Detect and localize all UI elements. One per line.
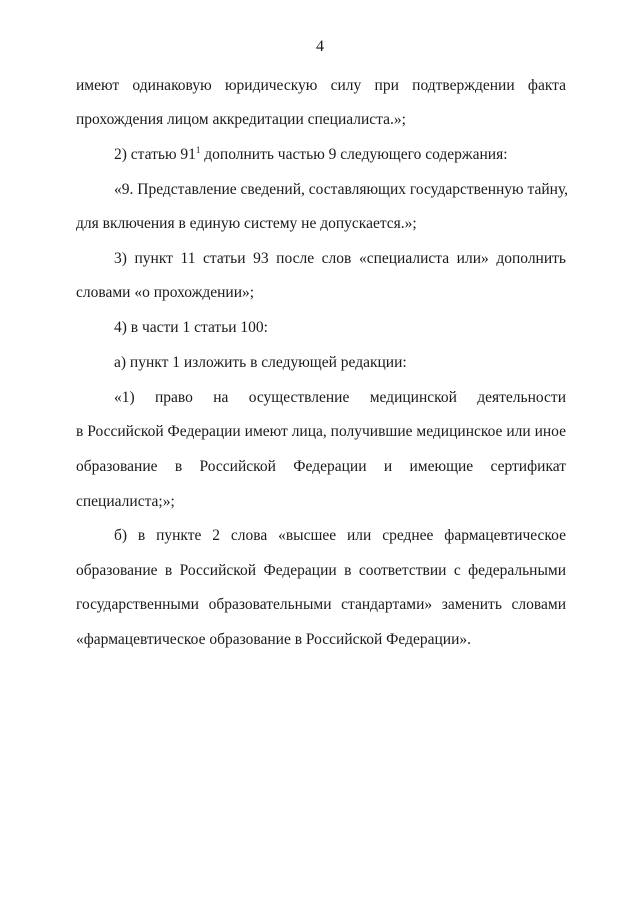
text-line-6: 3) пункт 11 статьи 93 после слов «специалиста или» дополнить bbox=[114, 250, 566, 267]
text-line-10: «1) право на осуществление медицинской деятельности bbox=[114, 389, 566, 406]
superscript: 1 bbox=[195, 145, 201, 155]
text-line-5: для включения в единую систему не допускается.»; bbox=[76, 215, 417, 232]
page-number: 4 bbox=[316, 38, 324, 55]
text-line-12: образование в Российской Федерации и имеющие сертификат bbox=[76, 458, 566, 475]
text-line-15: образование в Российской Федерации в соответствии с федеральными bbox=[76, 562, 566, 579]
text-line-1: имеют одинаковую юридическую силу при подтверждении факта bbox=[76, 77, 566, 94]
text-line-4: «9. Представление сведений, составляющих государственную тайну, bbox=[114, 181, 569, 198]
text-line-11: в Российской Федерации имеют лица, получившие медицинское или иное bbox=[76, 423, 566, 440]
text-line-13: специалиста;»; bbox=[76, 493, 175, 510]
text-line-2: прохождения лицом аккредитации специалиста.»; bbox=[76, 111, 406, 128]
text-line-3-post: дополнить частью 9 следующего содержания: bbox=[200, 146, 508, 163]
text-line-16: государственными образовательными стандартами» заменить словами bbox=[76, 596, 566, 613]
text-line-7: словами «о прохождении»; bbox=[76, 284, 255, 301]
text-line-8: 4) в части 1 статьи 100: bbox=[114, 319, 268, 336]
text-line-14: б) в пункте 2 слова «высшее или среднее фармацевтическое bbox=[114, 527, 566, 544]
text-line-3-pre: 2) статью 91 bbox=[114, 146, 196, 163]
text-line-3 bbox=[114, 145, 566, 165]
text-line-9: а) пункт 1 изложить в следующей редакции: bbox=[114, 354, 407, 371]
text-line-17: «фармацевтическое образование в Российской Федерации». bbox=[76, 631, 471, 648]
